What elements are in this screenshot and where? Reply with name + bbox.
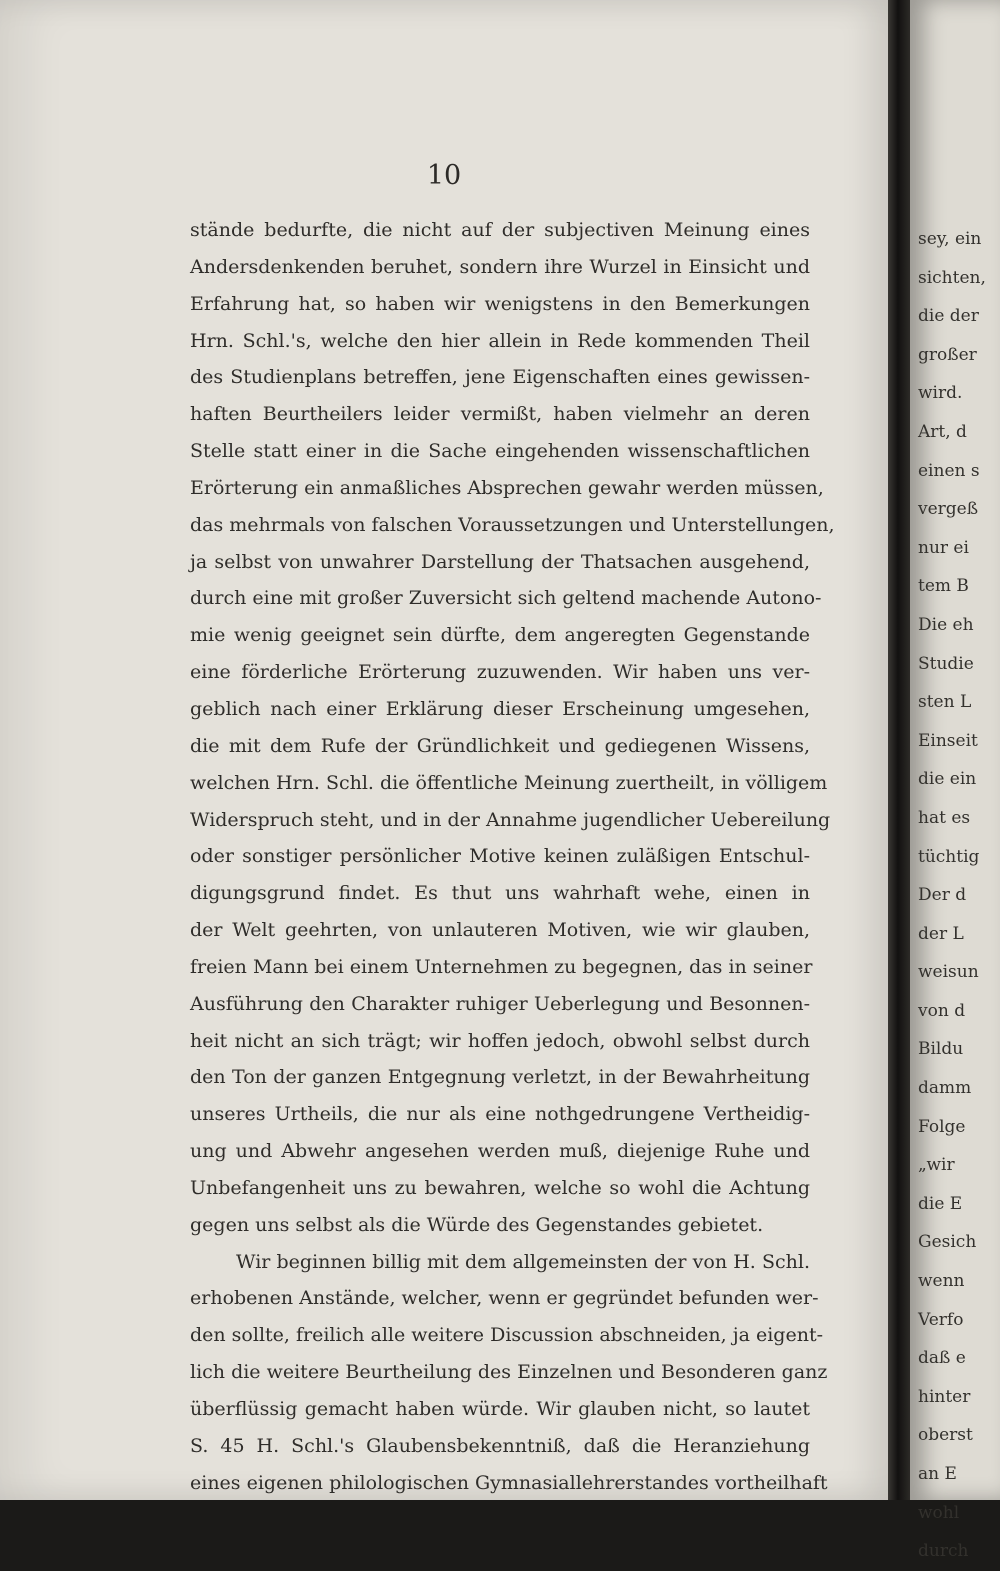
body-text	[190, 212, 835, 1502]
text-line: Erörterung ein anmaßliches Absprechen gewahr werden müssen,	[190, 476, 824, 499]
facing-page-fragment: weisun	[918, 962, 979, 983]
text-line: mie wenig geeignet sein dürfte, dem angeregten Gegenstande	[190, 624, 810, 647]
text-line: den sollte, freilich alle weitere Discussion abschneiden, ja eigent-	[190, 1324, 823, 1347]
facing-page-fragment: vergeß	[918, 499, 979, 520]
facing-page-fragment: wenn	[918, 1271, 965, 1292]
text-line: lich die weitere Beurtheilung des Einzelnen und Besonderen ganz	[190, 1361, 828, 1384]
text-line: Erfahrung hat, so haben wir wenigstens in den Bemerkungen	[190, 292, 810, 315]
text-line: des Studienplans betreffen, jene Eigenschaften eines gewissen-	[190, 366, 810, 389]
facing-page-fragment: damm	[918, 1078, 972, 1099]
facing-page-fragment: nur ei	[918, 537, 969, 558]
facing-page-fragment: Einseit	[918, 730, 978, 751]
text-line: die mit dem Rufe der Gründlichkeit und gediegenen Wissens,	[190, 734, 810, 757]
facing-page-fragment: wohl	[918, 1502, 960, 1523]
text-line: S. 45 H. Schl.'s Glaubensbekenntniß, daß die Heranziehung	[190, 1434, 810, 1457]
facing-page-fragment: Verfo	[918, 1309, 964, 1330]
facing-page-fragment: von d	[918, 1000, 966, 1021]
facing-page-fragment: wird.	[918, 383, 963, 404]
text-line: gegen uns selbst als die Würde des Gegenstandes gebietet.	[190, 1213, 764, 1236]
text-line: heit nicht an sich trägt; wir hoffen jedoch, obwohl selbst durch	[190, 1029, 810, 1052]
text-line: Andersdenkenden beruhet, sondern ihre Wurzel in Einsicht und	[190, 255, 810, 278]
facing-page-fragment: großer	[918, 344, 977, 365]
text-line: unseres Urtheils, die nur als eine nothgedrungene Vertheidig-	[190, 1103, 810, 1126]
text-line: oder sonstiger persönlicher Motive keinen zuläßigen Entschul-	[190, 845, 810, 868]
facing-page-fragment: tüchtig	[918, 846, 980, 867]
text-line: stände bedurfte, die nicht auf der subjectiven Meinung eines	[190, 219, 810, 241]
text-line: durch eine mit großer Zuversicht sich geltend machende Autono-	[190, 587, 822, 610]
facing-page-fragment: sichten,	[918, 267, 986, 288]
book-gutter	[888, 0, 910, 1500]
facing-page-fragment: hinter	[918, 1386, 971, 1407]
text-line: Unbefangenheit uns zu bewahren, welche so wohl die Achtung	[190, 1176, 810, 1199]
facing-page-fragment: einen s	[918, 460, 980, 481]
text-line: Hrn. Schl.'s, welche den hier allein in Rede kommenden Theil	[190, 329, 810, 352]
facing-page-fragment: die E	[918, 1193, 963, 1214]
text-line: ung und Abwehr angesehen werden muß, diejenige Ruhe und	[190, 1140, 810, 1163]
facing-page-fragment: Die eh	[918, 614, 974, 635]
text-line: das mehrmals von falschen Voraussetzungen und Unterstellungen,	[190, 513, 835, 536]
text-line: ja selbst von unwahrer Darstellung der Thatsachen ausgehend,	[190, 550, 810, 573]
facing-page-fragment: Gesich	[918, 1232, 977, 1253]
facing-page-fragment: der L	[918, 923, 964, 944]
text-line: Stelle statt einer in die Sache eingehenden wissenschaftlichen	[190, 440, 810, 463]
text-line: der Welt geehrten, von unlauteren Motiven, wie wir glauben,	[190, 919, 810, 942]
facing-page-fragments	[918, 220, 986, 1571]
facing-page	[910, 0, 1000, 1562]
text-line: den Ton der ganzen Entgegnung verletzt, in der Bewahrheitung	[190, 1066, 810, 1089]
facing-page-fragment: Studie	[918, 653, 974, 674]
text-line: digungsgrund findet. Es thut uns wahrhaft wehe, einen in	[190, 882, 810, 905]
facing-page-fragment: hat es	[918, 807, 971, 828]
facing-page-fragment: an E	[918, 1464, 957, 1484]
facing-page-fragment: Bildu	[918, 1039, 964, 1060]
text-line: Wir beginnen billig mit dem allgemeinsten der von H. Schl.	[236, 1250, 810, 1273]
facing-page-fragment: die der	[918, 306, 979, 327]
facing-page-fragment: sey, ein	[918, 229, 982, 249]
page-number: 10	[426, 160, 462, 191]
text-line: Widerspruch steht, und in der Annahme jugendlicher Uebereilung	[190, 808, 831, 831]
facing-page-fragment: Der d	[918, 885, 967, 906]
text-line: überflüssig gemacht haben würde. Wir glauben nicht, so lautet	[190, 1398, 810, 1420]
facing-page-fragment: „wir	[918, 1155, 955, 1176]
facing-page-fragment: tem B	[918, 576, 969, 597]
facing-page-fragment: daß e	[918, 1348, 966, 1369]
facing-page-fragment: Folge	[918, 1116, 966, 1137]
text-line: Ausführung den Charakter ruhiger Ueberlegung und Besonnen-	[190, 992, 810, 1015]
facing-page-fragment: oberst	[918, 1425, 973, 1446]
text-line: eine förderliche Erörterung zuzuwenden. Wir haben uns ver-	[190, 661, 810, 684]
text-line: haften Beurtheilers leider vermißt, haben vielmehr an deren	[190, 403, 810, 426]
text-line: eines eigenen philologischen Gymnasiallehrerstandes vortheilhaft	[190, 1471, 828, 1494]
facing-page-fragment: durch	[918, 1541, 969, 1562]
facing-page-fragment: sten L	[918, 692, 972, 713]
text-line: geblich nach einer Erklärung dieser Erscheinung umgesehen,	[190, 697, 810, 720]
text-line: welchen Hrn. Schl. die öffentliche Meinung zuertheilt, in völligem	[190, 771, 828, 794]
text-line: erhobenen Anstände, welcher, wenn er gegründet befunden wer-	[190, 1287, 819, 1310]
facing-page-fragment: die ein	[918, 769, 977, 790]
text-line: freien Mann bei einem Unternehmen zu begegnen, das in seiner	[190, 955, 813, 978]
facing-page-fragment: Art, d	[918, 421, 967, 442]
